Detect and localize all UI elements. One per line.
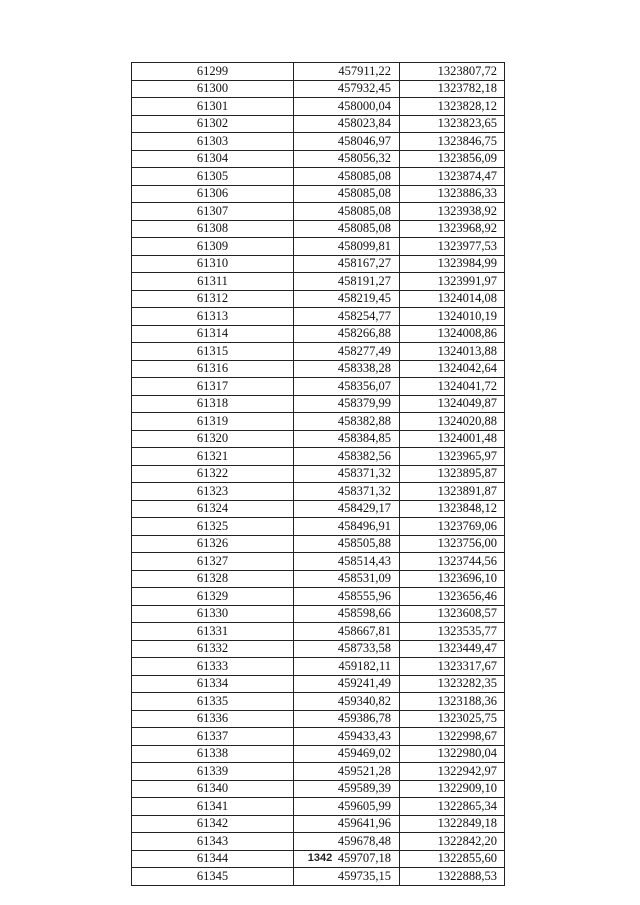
x-coordinate-cell: 458382,56 (294, 448, 400, 466)
point-id-cell: 61307 (132, 203, 294, 221)
point-id-cell: 61301 (132, 98, 294, 116)
point-id-cell: 61343 (132, 833, 294, 851)
x-coordinate-cell: 458496,91 (294, 518, 400, 536)
table-row (132, 430, 505, 448)
table-row (132, 465, 505, 483)
point-id-cell: 61318 (132, 395, 294, 413)
table-row (132, 483, 505, 501)
y-coordinate-cell: 1324020,88 (400, 413, 505, 431)
point-id-cell: 61323 (132, 483, 294, 501)
table-row (132, 710, 505, 728)
table-row (132, 343, 505, 361)
x-coordinate-cell: 458379,99 (294, 395, 400, 413)
y-coordinate-cell: 1324001,48 (400, 430, 505, 448)
point-id-cell: 61317 (132, 378, 294, 396)
table-row (132, 868, 505, 886)
table-row (132, 290, 505, 308)
point-id-cell: 61310 (132, 255, 294, 273)
point-id-cell: 61324 (132, 500, 294, 518)
x-coordinate-cell: 458167,27 (294, 255, 400, 273)
table-row (132, 763, 505, 781)
point-id-cell: 61303 (132, 133, 294, 151)
y-coordinate-cell: 1324042,64 (400, 360, 505, 378)
table-row (132, 780, 505, 798)
y-coordinate-cell: 1323656,46 (400, 588, 505, 606)
point-id-cell: 61339 (132, 763, 294, 781)
y-coordinate-cell: 1323535,77 (400, 623, 505, 641)
x-coordinate-cell: 459241,49 (294, 675, 400, 693)
point-id-cell: 61333 (132, 658, 294, 676)
x-coordinate-cell: 458266,88 (294, 325, 400, 343)
y-coordinate-cell: 1322998,67 (400, 728, 505, 746)
y-coordinate-cell: 1323874,47 (400, 168, 505, 186)
table-row (132, 675, 505, 693)
table-row (132, 623, 505, 641)
coordinates-table-body (132, 63, 505, 886)
x-coordinate-cell: 459469,02 (294, 745, 400, 763)
x-coordinate-cell: 458085,08 (294, 185, 400, 203)
y-coordinate-cell: 1322980,04 (400, 745, 505, 763)
y-coordinate-cell: 1323769,06 (400, 518, 505, 536)
y-coordinate-cell: 1322842,20 (400, 833, 505, 851)
x-coordinate-cell: 458023,84 (294, 115, 400, 133)
table-row (132, 220, 505, 238)
table-row (132, 273, 505, 291)
x-coordinate-cell: 458099,81 (294, 238, 400, 256)
x-coordinate-cell: 458085,08 (294, 203, 400, 221)
point-id-cell: 61322 (132, 465, 294, 483)
y-coordinate-cell: 1323282,35 (400, 675, 505, 693)
point-id-cell: 61304 (132, 150, 294, 168)
y-coordinate-cell: 1323977,53 (400, 238, 505, 256)
table-row (132, 745, 505, 763)
x-coordinate-cell: 459340,82 (294, 693, 400, 711)
point-id-cell: 61342 (132, 815, 294, 833)
x-coordinate-cell: 459433,43 (294, 728, 400, 746)
table-row (132, 168, 505, 186)
y-coordinate-cell: 1323828,12 (400, 98, 505, 116)
point-id-cell: 61319 (132, 413, 294, 431)
point-id-cell: 61331 (132, 623, 294, 641)
y-coordinate-cell: 1323968,92 (400, 220, 505, 238)
point-id-cell: 61338 (132, 745, 294, 763)
point-id-cell: 61337 (132, 728, 294, 746)
y-coordinate-cell: 1322942,97 (400, 763, 505, 781)
point-id-cell: 61306 (132, 185, 294, 203)
x-coordinate-cell: 459182,11 (294, 658, 400, 676)
y-coordinate-cell: 1323782,18 (400, 80, 505, 98)
table-row (132, 448, 505, 466)
x-coordinate-cell: 458085,08 (294, 220, 400, 238)
point-id-cell: 61308 (132, 220, 294, 238)
y-coordinate-cell: 1323696,10 (400, 570, 505, 588)
point-id-cell: 61336 (132, 710, 294, 728)
y-coordinate-cell: 1323744,56 (400, 553, 505, 571)
table-row (132, 535, 505, 553)
point-id-cell: 61330 (132, 605, 294, 623)
point-id-cell: 61340 (132, 780, 294, 798)
x-coordinate-cell: 459386,78 (294, 710, 400, 728)
x-coordinate-cell: 458371,32 (294, 483, 400, 501)
x-coordinate-cell: 458733,58 (294, 640, 400, 658)
x-coordinate-cell: 458219,45 (294, 290, 400, 308)
point-id-cell: 61299 (132, 63, 294, 81)
table-row (132, 115, 505, 133)
table-row (132, 553, 505, 571)
point-id-cell: 61300 (132, 80, 294, 98)
y-coordinate-cell: 1323991,97 (400, 273, 505, 291)
coordinates-table (131, 62, 505, 886)
x-coordinate-cell: 458371,32 (294, 465, 400, 483)
x-coordinate-cell: 459641,96 (294, 815, 400, 833)
point-id-cell: 61326 (132, 535, 294, 553)
page-number: 1342 (307, 852, 333, 864)
x-coordinate-cell: 459678,48 (294, 833, 400, 851)
x-coordinate-cell: 458191,27 (294, 273, 400, 291)
y-coordinate-cell: 1323938,92 (400, 203, 505, 221)
point-id-cell: 61325 (132, 518, 294, 536)
table-row (132, 308, 505, 326)
table-row (132, 798, 505, 816)
x-coordinate-cell: 459735,15 (294, 868, 400, 886)
table-row (132, 588, 505, 606)
table-row (132, 185, 505, 203)
table-row (132, 203, 505, 221)
x-coordinate-cell: 458085,08 (294, 168, 400, 186)
x-coordinate-cell: 458000,04 (294, 98, 400, 116)
table-row (132, 413, 505, 431)
table-row (132, 395, 505, 413)
y-coordinate-cell: 1323846,75 (400, 133, 505, 151)
point-id-cell: 61341 (132, 798, 294, 816)
y-coordinate-cell: 1323449,47 (400, 640, 505, 658)
y-coordinate-cell: 1323848,12 (400, 500, 505, 518)
x-coordinate-cell: 458356,07 (294, 378, 400, 396)
point-id-cell: 61334 (132, 675, 294, 693)
y-coordinate-cell: 1322865,34 (400, 798, 505, 816)
point-id-cell: 61316 (132, 360, 294, 378)
point-id-cell: 61314 (132, 325, 294, 343)
x-coordinate-cell: 458254,77 (294, 308, 400, 326)
point-id-cell: 61311 (132, 273, 294, 291)
table-row (132, 693, 505, 711)
x-coordinate-cell: 458046,97 (294, 133, 400, 151)
table-row (132, 570, 505, 588)
x-coordinate-cell: 459605,99 (294, 798, 400, 816)
table-row (132, 238, 505, 256)
table-row (132, 150, 505, 168)
point-id-cell: 61327 (132, 553, 294, 571)
table-row (132, 255, 505, 273)
table-row (132, 640, 505, 658)
x-coordinate-cell: 458505,88 (294, 535, 400, 553)
table-row (132, 133, 505, 151)
table-row (132, 80, 505, 98)
table-row (132, 518, 505, 536)
table-row (132, 815, 505, 833)
point-id-cell: 61320 (132, 430, 294, 448)
y-coordinate-cell: 1322888,53 (400, 868, 505, 886)
point-id-cell: 61345 (132, 868, 294, 886)
x-coordinate-cell: 458277,49 (294, 343, 400, 361)
point-id-cell: 61332 (132, 640, 294, 658)
y-coordinate-cell: 1323965,97 (400, 448, 505, 466)
point-id-cell: 61328 (132, 570, 294, 588)
table-row (132, 360, 505, 378)
y-coordinate-cell: 1324008,86 (400, 325, 505, 343)
x-coordinate-cell: 458598,66 (294, 605, 400, 623)
x-coordinate-cell: 458531,09 (294, 570, 400, 588)
y-coordinate-cell: 1323984,99 (400, 255, 505, 273)
y-coordinate-cell: 1322855,60 (400, 850, 505, 868)
point-id-cell: 61344 (132, 850, 294, 868)
x-coordinate-cell: 458338,28 (294, 360, 400, 378)
table-row (132, 325, 505, 343)
y-coordinate-cell: 1323895,87 (400, 465, 505, 483)
y-coordinate-cell: 1323891,87 (400, 483, 505, 501)
x-coordinate-cell: 457911,22 (294, 63, 400, 81)
table-row (132, 63, 505, 81)
y-coordinate-cell: 1323823,65 (400, 115, 505, 133)
y-coordinate-cell: 1323025,75 (400, 710, 505, 728)
y-coordinate-cell: 1323608,57 (400, 605, 505, 623)
x-coordinate-cell: 458384,85 (294, 430, 400, 448)
y-coordinate-cell: 1324014,08 (400, 290, 505, 308)
y-coordinate-cell: 1323756,00 (400, 535, 505, 553)
point-id-cell: 61335 (132, 693, 294, 711)
table-row (132, 833, 505, 851)
x-coordinate-cell: 458056,32 (294, 150, 400, 168)
x-coordinate-cell: 458555,96 (294, 588, 400, 606)
y-coordinate-cell: 1323807,72 (400, 63, 505, 81)
y-coordinate-cell: 1323886,33 (400, 185, 505, 203)
y-coordinate-cell: 1324041,72 (400, 378, 505, 396)
point-id-cell: 61313 (132, 308, 294, 326)
y-coordinate-cell: 1324049,87 (400, 395, 505, 413)
table-row (132, 378, 505, 396)
x-coordinate-cell: 458514,43 (294, 553, 400, 571)
y-coordinate-cell: 1322849,18 (400, 815, 505, 833)
table-row (132, 728, 505, 746)
x-coordinate-cell: 459707,18 (294, 850, 400, 868)
x-coordinate-cell: 459589,39 (294, 780, 400, 798)
y-coordinate-cell: 1322909,10 (400, 780, 505, 798)
point-id-cell: 61321 (132, 448, 294, 466)
y-coordinate-cell: 1323188,36 (400, 693, 505, 711)
y-coordinate-cell: 1324010,19 (400, 308, 505, 326)
x-coordinate-cell: 458667,81 (294, 623, 400, 641)
table-row (132, 658, 505, 676)
table-row (132, 98, 505, 116)
y-coordinate-cell: 1323317,67 (400, 658, 505, 676)
x-coordinate-cell: 459521,28 (294, 763, 400, 781)
point-id-cell: 61309 (132, 238, 294, 256)
point-id-cell: 61315 (132, 343, 294, 361)
y-coordinate-cell: 1323856,09 (400, 150, 505, 168)
x-coordinate-cell: 458429,17 (294, 500, 400, 518)
x-coordinate-cell: 457932,45 (294, 80, 400, 98)
table-row (132, 605, 505, 623)
y-coordinate-cell: 1324013,88 (400, 343, 505, 361)
x-coordinate-cell: 458382,88 (294, 413, 400, 431)
point-id-cell: 61329 (132, 588, 294, 606)
point-id-cell: 61302 (132, 115, 294, 133)
table-row (132, 500, 505, 518)
point-id-cell: 61312 (132, 290, 294, 308)
point-id-cell: 61305 (132, 168, 294, 186)
